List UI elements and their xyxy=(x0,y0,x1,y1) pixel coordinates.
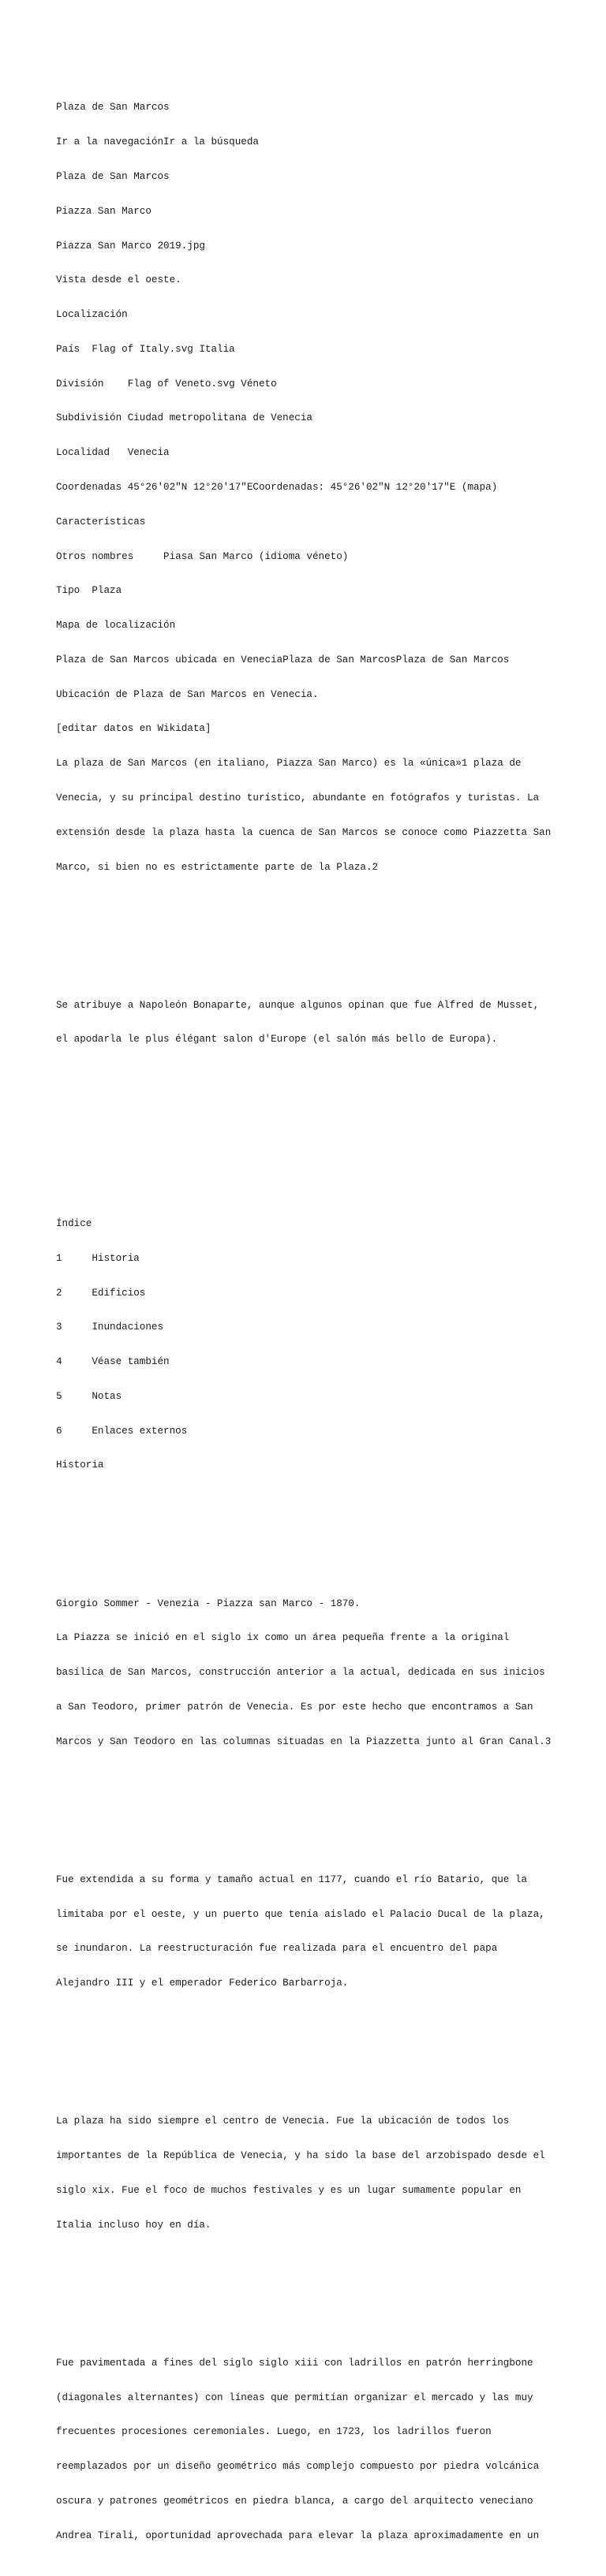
infobox-map-alt: Plaza de San Marcos ubicada en VeneciaPlaza de San MarcosPlaza de San Marcos xyxy=(56,654,510,665)
infobox-image-caption: Vista desde el oeste. xyxy=(56,274,181,286)
infobox-section-caracteristicas: Características xyxy=(56,516,146,528)
paragraph-line: a San Teodoro, primer patrón de Venecia. Es por este hecho que encontramos a San xyxy=(56,1701,533,1713)
infobox-section-localizacion: Localización xyxy=(56,309,128,321)
skip-links[interactable]: Ir a la navegaciónIr a la búsqueda xyxy=(56,136,259,148)
toc-item-edificios[interactable]: 2 Edificios xyxy=(56,1287,146,1299)
infobox-row-division: División Flag of Veneto.svg Véneto xyxy=(56,378,277,390)
toc-item-notas[interactable]: 5 Notas xyxy=(56,1390,122,1402)
intro-paragraph-line: Marco, si bien no es estrictamente parte de la Plaza.2 xyxy=(56,861,379,873)
infobox-row-otros-nombres: Otros nombres Piasa San Marco (idioma véneto) xyxy=(56,550,349,562)
infobox-title: Plaza de San Marcos xyxy=(56,170,170,182)
paragraph-line: frecuentes procesiones ceremoniales. Luego, en 1723, los ladrillos fueron xyxy=(56,2426,492,2438)
paragraph-line: (diagonales alternantes) con líneas que permitían organizar el mercado y las muy xyxy=(56,2391,533,2403)
spacer xyxy=(56,1529,561,1541)
history-paragraph-4 xyxy=(56,2335,561,2565)
intro-paragraph-line: extensión desde la plaza hasta la cuenca de San Marcos se conoce como Piazzetta San xyxy=(56,826,552,838)
image-caption: Giorgio Sommer - Venezia - Piazza san Marco - 1870. xyxy=(56,1597,361,1609)
page-title: Plaza de San Marcos xyxy=(56,102,170,114)
history-paragraph-1 xyxy=(56,1575,561,1770)
paragraph-line: basílica de San Marcos, construcción anterior a la actual, dedicada en sus inicios xyxy=(56,1667,545,1679)
paragraph-line: Italia incluso hoy en día. xyxy=(56,2219,211,2231)
intro-paragraph-2 xyxy=(56,977,561,1069)
intro-paragraph-line: La plaza de San Marcos (en italiano, Piazza San Marco) es la «única»1 plaza de xyxy=(56,758,522,770)
paragraph-line: importantes de la República de Venecia, y ha sido la base del arzobispado desde el xyxy=(56,2150,545,2162)
paragraph-line: Marcos y San Teodoro en las columnas situadas en la Piazzetta junto al Gran Canal.3 xyxy=(56,1735,552,1747)
toc-item-vease-tambien[interactable]: 4 Véase también xyxy=(56,1356,170,1368)
spacer xyxy=(56,2288,561,2300)
toc-heading: Índice xyxy=(56,1217,92,1229)
document-page xyxy=(56,56,561,2576)
intro-paragraph-line: Venecia, y su principal destino turístico, abundante en fotógrafos y turistas. La xyxy=(56,792,540,803)
infobox-row-subdivision: Subdivisión Ciudad metropolitana de Venecia xyxy=(56,412,312,424)
paragraph-line: Andrea Tirali, oportunidad aprovechada para elevar la plaza aproximadamente en un xyxy=(56,2529,540,2541)
paragraph-line: La Piazza se inició en el siglo ix como un área pequeña frente a la original xyxy=(56,1632,510,1644)
infobox-row-coordenadas: Coordenadas 45°26′02″N 12°20′17″ECoordenadas: 45°26′02″N 12°20′17″E (mapa) xyxy=(56,481,498,493)
paragraph-line: Se atribuye a Napoleón Bonaparte, aunque algunos opinan que fue Alfred de Musset, xyxy=(56,999,540,1011)
toc-item-enlaces-externos[interactable]: 6 Enlaces externos xyxy=(56,1425,188,1437)
spacer xyxy=(56,2047,561,2059)
infobox-row-pais: País Flag of Italy.svg Italia xyxy=(56,343,235,355)
paragraph-line: el apodarla le plus élégant salon d'Europe (el salón más bello de Europa). xyxy=(56,1034,498,1046)
paragraph-line: Fue extendida a su forma y tamaño actual en 1177, cuando el río Batario, que la xyxy=(56,1873,528,1885)
edit-wikidata-link[interactable]: [editar datos en Wikidata] xyxy=(56,723,211,735)
toc-item-historia[interactable]: 1 Historia xyxy=(56,1252,140,1264)
infobox-subtitle: Piazza San Marco xyxy=(56,205,152,217)
spacer xyxy=(56,1149,561,1161)
paragraph-line: Fue pavimentada a fines del siglo siglo xiii con ladrillos en patrón herringbone xyxy=(56,2357,533,2369)
history-paragraph-3 xyxy=(56,2093,561,2254)
history-paragraph-2 xyxy=(56,1851,561,2012)
paragraph-line: reemplazados por un diseño geométrico más complejo compuesto por piedra volcánica xyxy=(56,2461,540,2473)
infobox-row-tipo: Tipo Plaza xyxy=(56,585,122,597)
infobox-map-caption: Ubicación de Plaza de San Marcos en Venecia. xyxy=(56,688,319,700)
infobox-row-localidad: Localidad Venecia xyxy=(56,447,170,459)
infobox-image-filename[interactable]: Piazza San Marco 2019.jpg xyxy=(56,240,205,252)
paragraph-line: siglo xix. Fue el foco de muchos festivales y es un lugar sumamente popular en xyxy=(56,2184,522,2196)
toc-item-inundaciones[interactable]: 3 Inundaciones xyxy=(56,1322,164,1333)
infobox-block xyxy=(56,79,561,896)
infobox-section-mapa: Mapa de localización xyxy=(56,620,176,632)
spacer xyxy=(56,1805,561,1817)
paragraph-line: La plaza ha sido siempre el centro de Venecia. Fue la ubicación de todos los xyxy=(56,2116,510,2127)
paragraph-line: limitaba por el oeste, y un puerto que tenía aislado el Palacio Ducal de la plaza, xyxy=(56,1908,545,1920)
spacer xyxy=(56,930,561,942)
paragraph-line: se inundaron. La reestructuración fue realizada para el encuentro del papa xyxy=(56,1943,498,1955)
table-of-contents xyxy=(56,1195,561,1494)
paragraph-line: Alejandro III y el emperador Federico Barbarroja. xyxy=(56,1978,349,1989)
spacer xyxy=(56,1103,561,1126)
section-heading-historia: Historia xyxy=(56,1459,104,1471)
paragraph-line: oscura y patrones geométricos en piedra blanca, a cargo del arquitecto veneciano xyxy=(56,2495,533,2507)
